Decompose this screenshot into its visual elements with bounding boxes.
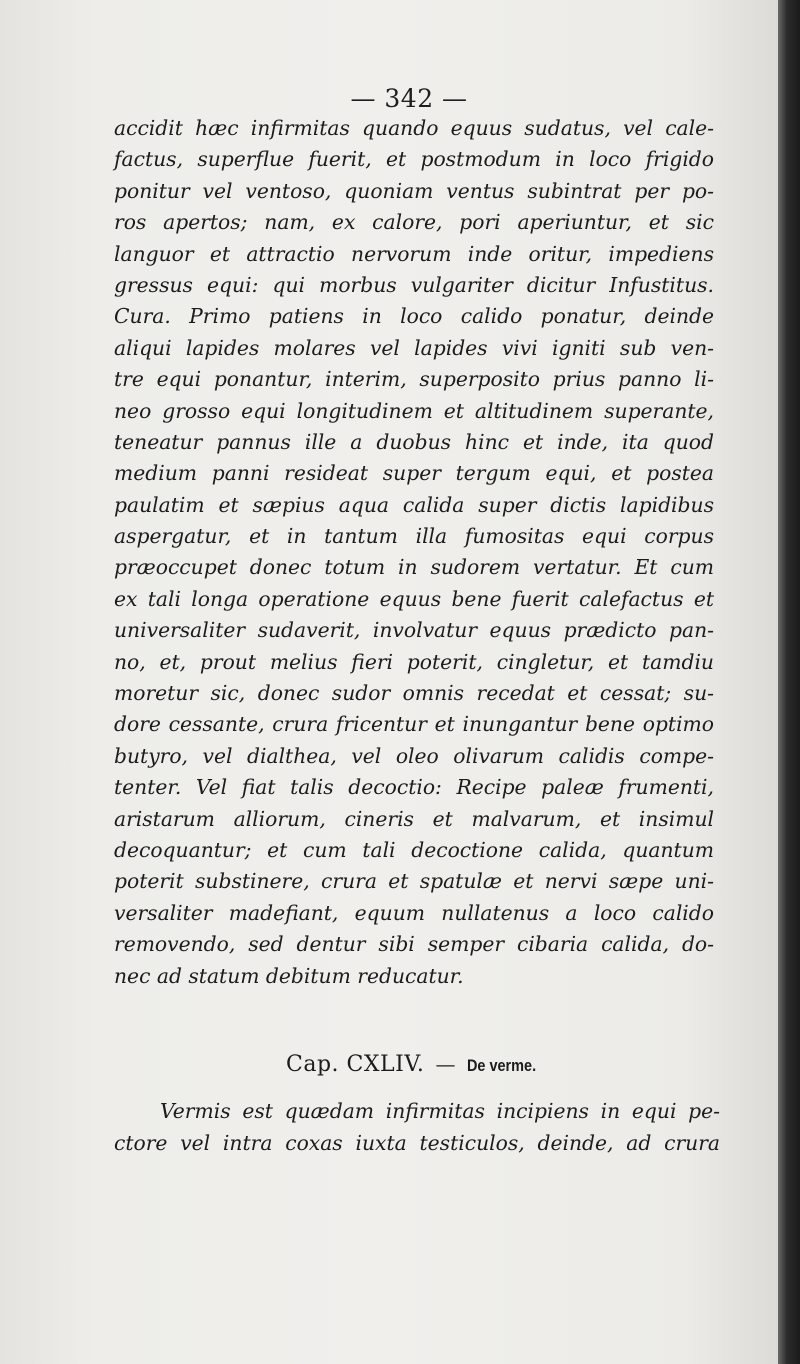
text-line: versaliter madefiant, equum nullatenus a loco calido [114, 900, 714, 925]
text-line: tre equi ponantur, interim, superposito prius panno li- [114, 367, 714, 392]
text-line: accidit hæc infirmitas quando equus sudatus, vel cale- [114, 116, 714, 140]
text-line: paulatim et sæpius aqua calida super dictis lapidibus [114, 492, 714, 517]
chapter-heading [286, 1052, 706, 1077]
text-line: butyro, vel dialthea, vel oleo olivarum calidis compe- [114, 743, 714, 768]
text-line: ctore vel intra coxas iuxta testiculos, deinde, ad crura [114, 1131, 720, 1155]
text-line: nec ad statum debitum reducatur. [114, 963, 464, 988]
text-line: gressus equi: qui morbus vulgariter dicitur Infustitus. [114, 272, 714, 297]
page-number: — 342 — [350, 84, 468, 113]
text-line: universaliter sudaverit, involvatur equus prædicto pan- [114, 618, 714, 643]
text-line: dore cessante, crura fricentur et inungantur bene optimo [114, 712, 714, 737]
text-line: languor et attractio nervorum inde oritur, impediens [114, 241, 714, 266]
text-line: aspergatur, et in tantum illa fumositas equi corpus [114, 524, 714, 549]
text-line: tenter. Vel fiat talis decoctio: Recipe paleæ frumenti, [114, 775, 714, 800]
text-line: medium panni resideat super tergum equi, et postea [114, 461, 714, 486]
text-line: removendo, sed dentur sibi semper cibaria calida, do- [114, 932, 714, 957]
text-line: neo grosso equi longitudinem et altitudinem superante, [114, 398, 714, 423]
text-line: ros apertos; nam, ex calore, pori aperiuntur, et sic [114, 210, 714, 235]
page-edge-shadow [778, 0, 800, 1364]
text-line: aliqui lapides molares vel lapides vivi igniti sub ven- [114, 335, 714, 360]
text-line: præoccupet donec totum in sudorem vertatur. Et cum [114, 555, 714, 580]
text-line: poterit substinere, crura et spatulæ et nervi sæpe uni- [114, 869, 714, 894]
text-line: no, et, prout melius fieri poterit, cingletur, et tamdiu [114, 649, 714, 674]
chapter-title: De verme. [466, 1056, 536, 1075]
text-line: ponitur vel ventoso, quoniam ventus subintrat per po- [114, 178, 714, 203]
text-line: moretur sic, donec sudor omnis recedat et cessat; su- [114, 681, 714, 706]
paragraph [114, 113, 714, 992]
text-line: ex tali longa operatione equus bene fuerit calefactus et [114, 586, 714, 611]
text-line: decoquantur; et cum tali decoctione calida, quantum [114, 837, 714, 862]
text-line: Cura. Primo patiens in loco calido ponatur, deinde [114, 304, 714, 329]
text-line: aristarum alliorum, cineris et malvarum, et insimul [114, 806, 714, 831]
text-line: Vermis est quædam infirmitas incipiens in equi pe- [160, 1099, 720, 1123]
chapter-paragraph [114, 1095, 720, 1159]
chapter-number: Cap. CXLIV. [286, 1052, 425, 1077]
text-line: teneatur pannus ille a duobus hinc et inde, ita quod [114, 429, 714, 454]
text-line: factus, superflue fuerit, et postmodum in loco frigido [114, 147, 714, 172]
heading-dash: — [435, 1052, 456, 1076]
